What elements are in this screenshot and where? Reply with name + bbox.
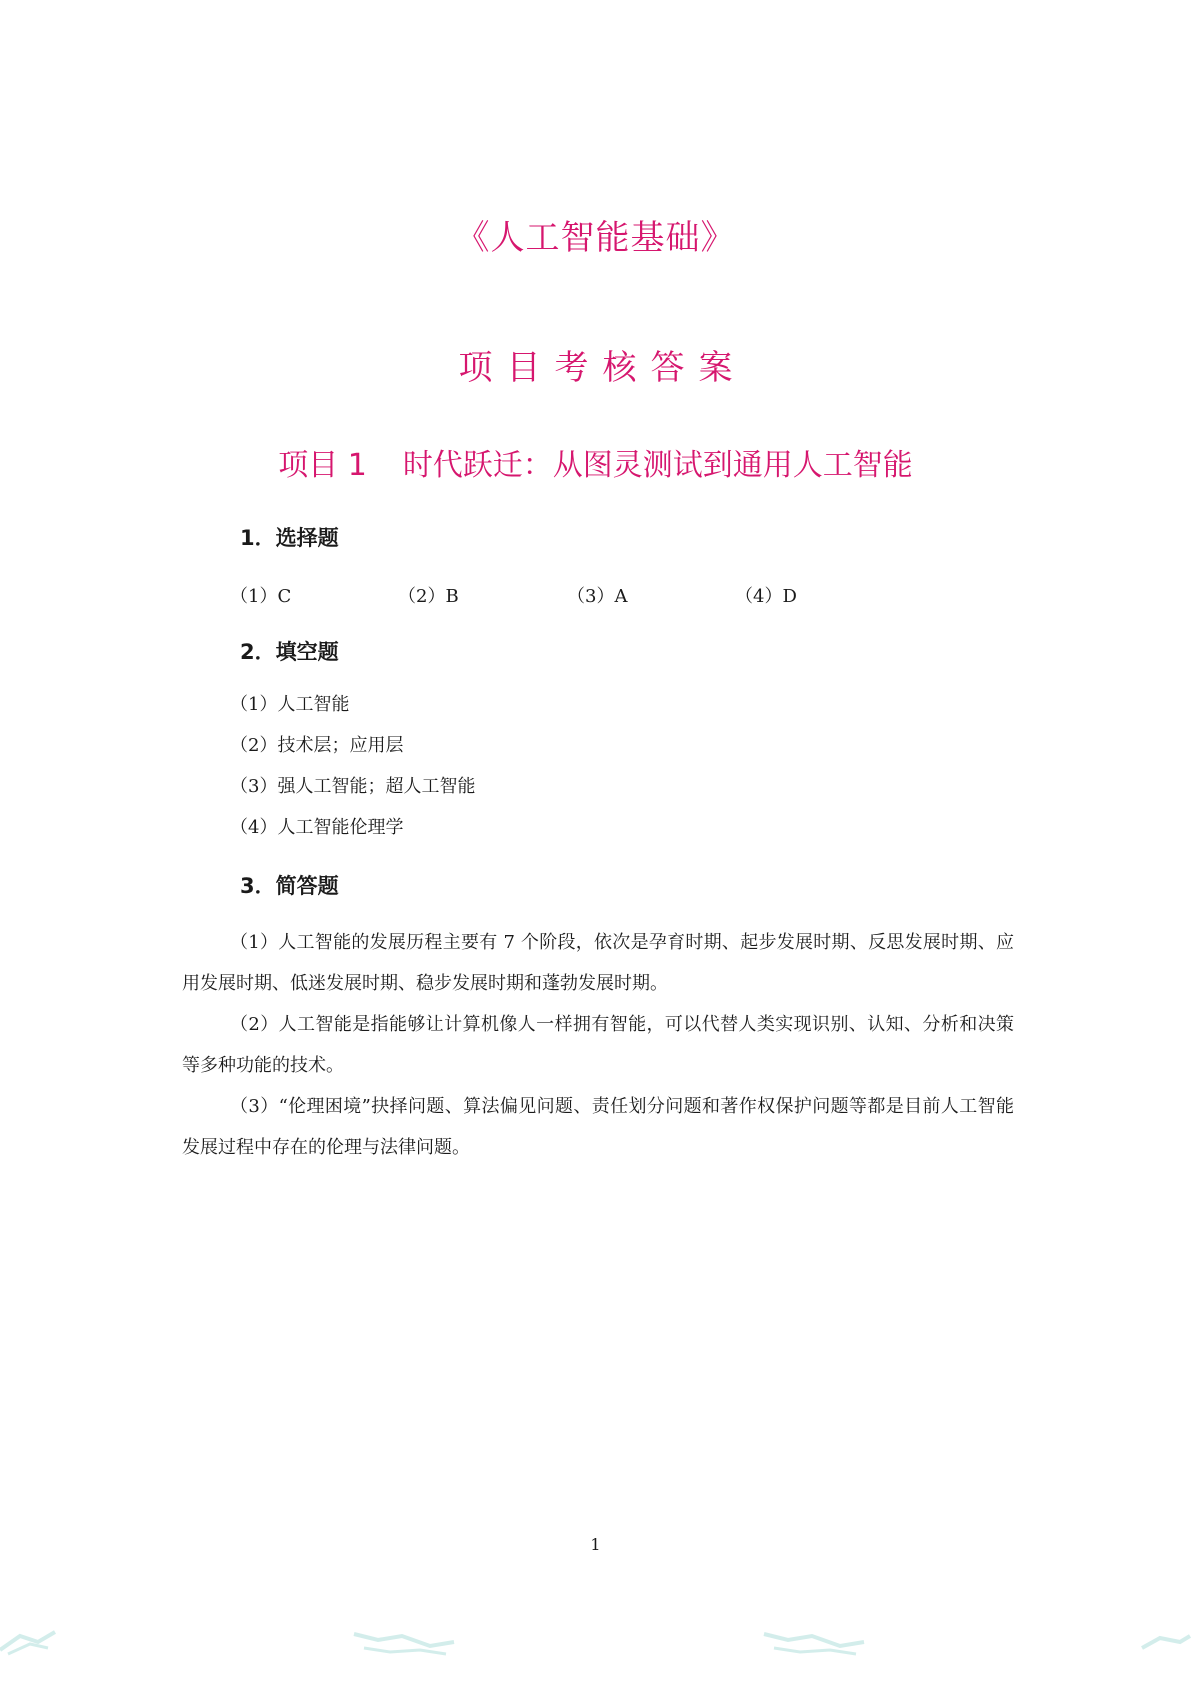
watermark-logo-icon — [760, 1628, 870, 1656]
fill-blank-answer-3: （3）强人工智能；超人工智能 — [230, 776, 476, 797]
choice-answer-4: （4）D — [735, 586, 797, 607]
choice-answers — [230, 582, 930, 608]
choice-answer-2: （2）B — [398, 586, 459, 607]
fill-blank-answer-2: （2）技术层；应用层 — [230, 735, 404, 756]
choice-answer-1: （1）C — [230, 586, 292, 607]
short-answer-body — [182, 922, 1014, 1168]
fill-blank-answer-4: （4）人工智能伦理学 — [230, 817, 404, 838]
choice-answer-3: （3）A — [567, 586, 628, 607]
short-answer-3: （3）“伦理困境”抉择问题、算法偏见问题、责任划分问题和著作权保护问题等都是目前人工智能发展过程中存在的伦理与法律问题。 — [182, 1096, 1014, 1158]
short-answer-1: （1）人工智能的发展历程主要有 7 个阶段，依次是孕育时期、起步发展时期、反思发展时期、应用发展时期、低迷发展时期、稳步发展时期和蓬勃发展时期。 — [182, 932, 1014, 994]
project-number: 项目 1 — [278, 448, 367, 483]
watermark-logo-icon — [0, 1628, 70, 1656]
project-name: 时代跃迁：从图灵测试到通用人工智能 — [402, 448, 913, 483]
section-heading-short-answer: 3．简答题 — [240, 874, 339, 898]
section-heading-fill-blank: 2．填空题 — [240, 640, 339, 664]
book-title: 《人工智能基础》 — [455, 218, 736, 258]
short-answer-2: （2）人工智能是指能够让计算机像人一样拥有智能，可以代替人类实现识别、认知、分析和决策等多种功能的技术。 — [182, 1014, 1014, 1076]
fill-blank-answer-1: （1）人工智能 — [230, 694, 350, 715]
project-title — [0, 440, 1191, 484]
watermark-logo-icon — [1140, 1628, 1191, 1656]
document-title: 项目考核答案 — [458, 348, 747, 388]
fill-blank-answers — [230, 692, 475, 856]
section-heading-choice: 1．选择题 — [240, 526, 339, 550]
watermark-logo-icon — [350, 1628, 460, 1656]
page-number: 1 — [590, 1535, 601, 1554]
